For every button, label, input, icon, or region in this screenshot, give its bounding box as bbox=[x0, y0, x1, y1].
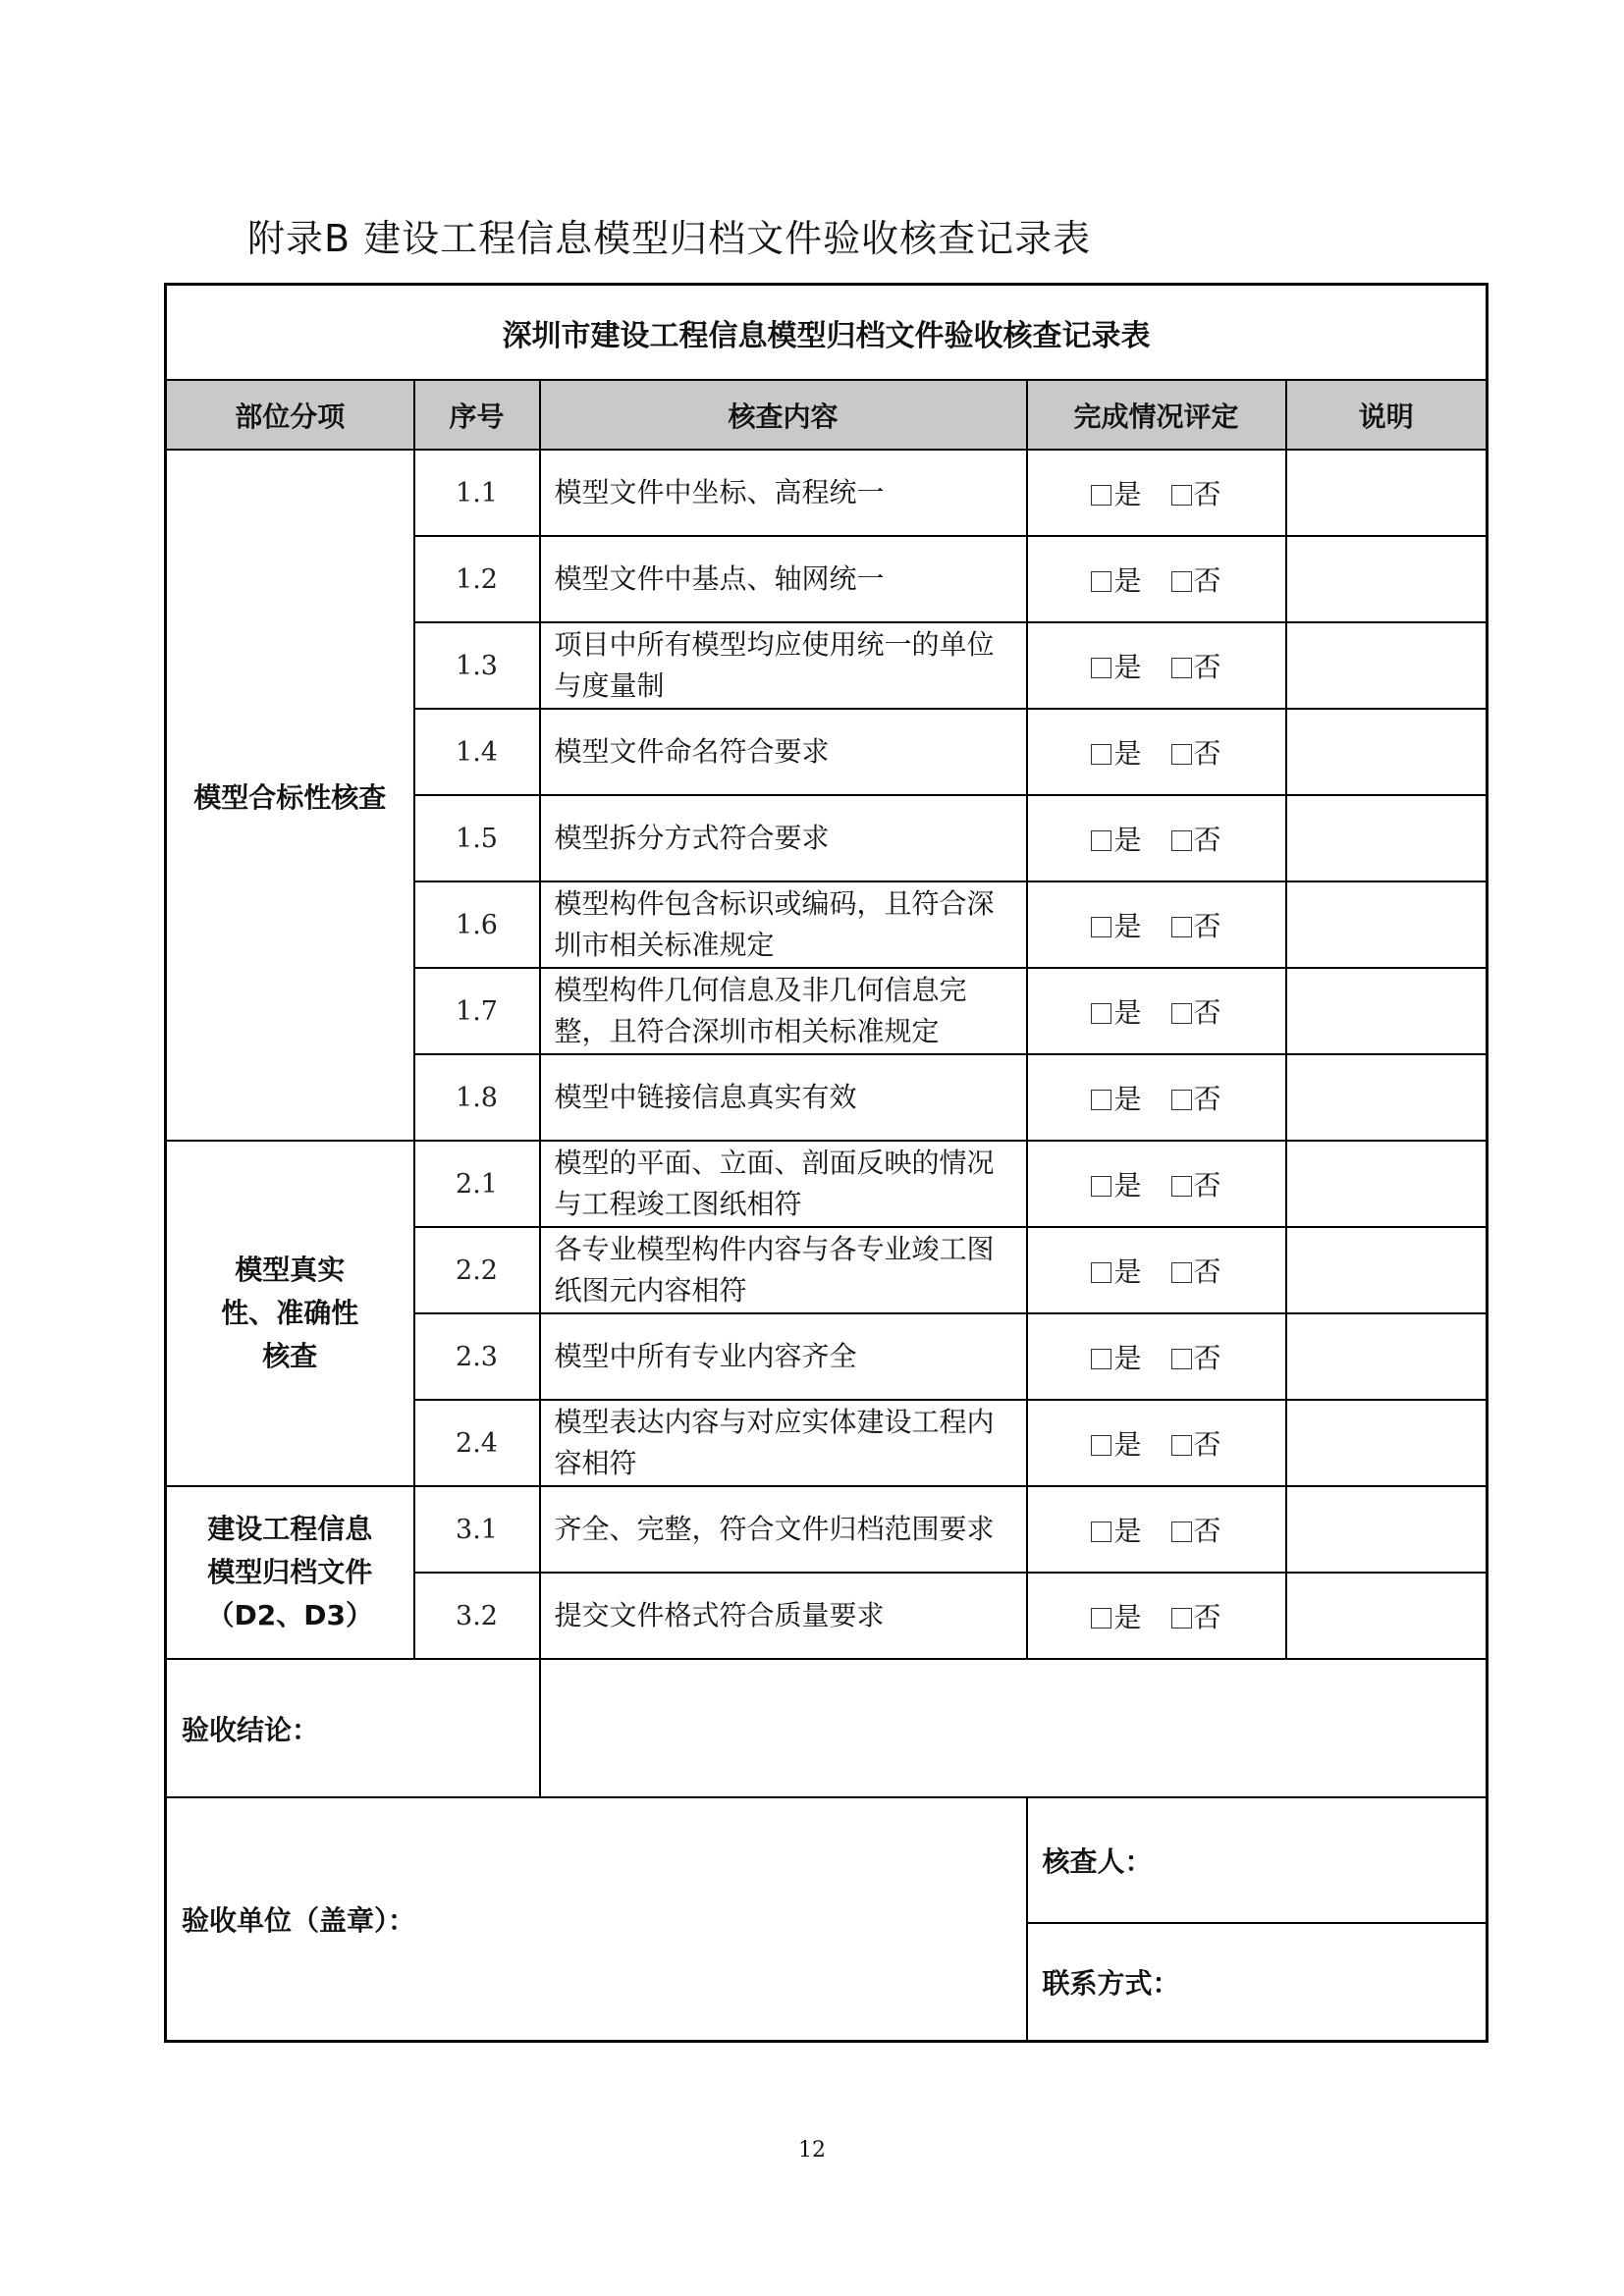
checkbox-icon bbox=[1171, 744, 1192, 765]
yes-label: 是 bbox=[1113, 1601, 1142, 1633]
yes-label: 是 bbox=[1113, 1428, 1142, 1461]
notes-cell[interactable] bbox=[1286, 1227, 1488, 1313]
no-label: 否 bbox=[1193, 1255, 1221, 1288]
no-label: 否 bbox=[1193, 1169, 1221, 1201]
notes-cell[interactable] bbox=[1286, 1141, 1488, 1227]
notes-cell[interactable] bbox=[1286, 622, 1488, 709]
item-number: 3.2 bbox=[414, 1573, 540, 1659]
yes-label: 是 bbox=[1113, 1515, 1142, 1547]
checkbox-icon bbox=[1171, 1522, 1192, 1542]
notes-cell[interactable] bbox=[1286, 881, 1488, 968]
checkbox-icon bbox=[1171, 1608, 1192, 1629]
reviewer-label: 核查人： bbox=[1027, 1797, 1488, 1923]
checkbox-icon bbox=[1171, 658, 1192, 678]
item-number: 1.5 bbox=[414, 795, 540, 881]
page-title: 附录B 建设工程信息模型归档文件验收核查记录表 bbox=[247, 217, 1092, 260]
completion-rating bbox=[1027, 1400, 1286, 1486]
notes-cell[interactable] bbox=[1286, 1486, 1488, 1573]
checkbox-icon bbox=[1091, 1522, 1111, 1542]
conclusion-row bbox=[166, 1659, 1488, 1797]
yes-label: 是 bbox=[1113, 651, 1142, 683]
no-checkbox[interactable] bbox=[1171, 560, 1221, 599]
item-content: 模型拆分方式符合要求 bbox=[540, 795, 1027, 881]
yes-checkbox[interactable] bbox=[1091, 732, 1141, 772]
column-header-rating: 完成情况评定 bbox=[1027, 380, 1286, 450]
notes-cell[interactable] bbox=[1286, 968, 1488, 1054]
no-checkbox[interactable] bbox=[1171, 473, 1221, 512]
checkbox-icon bbox=[1171, 917, 1192, 937]
no-checkbox[interactable] bbox=[1171, 1337, 1221, 1376]
yes-label: 是 bbox=[1113, 1169, 1142, 1201]
yes-label: 是 bbox=[1113, 1255, 1142, 1288]
checkbox-icon bbox=[1091, 571, 1111, 592]
yes-checkbox[interactable] bbox=[1091, 473, 1141, 512]
item-content: 模型表达内容与对应实体建设工程内容相符 bbox=[540, 1400, 1027, 1486]
checkbox-icon bbox=[1091, 1003, 1111, 1024]
item-number: 1.1 bbox=[414, 450, 540, 536]
checkbox-icon bbox=[1171, 1349, 1192, 1369]
no-label: 否 bbox=[1193, 1083, 1221, 1115]
contact-label: 联系方式： bbox=[1027, 1923, 1488, 2042]
yes-checkbox[interactable] bbox=[1091, 1078, 1141, 1117]
table-row bbox=[166, 1486, 1488, 1573]
item-content: 模型文件中坐标、高程统一 bbox=[540, 450, 1027, 536]
checkbox-icon bbox=[1171, 1090, 1192, 1110]
item-content: 模型构件包含标识或编码，且符合深圳市相关标准规定 bbox=[540, 881, 1027, 968]
completion-rating bbox=[1027, 536, 1286, 622]
no-checkbox[interactable] bbox=[1171, 1078, 1221, 1117]
checkbox-icon bbox=[1091, 917, 1111, 937]
notes-cell[interactable] bbox=[1286, 1313, 1488, 1400]
no-checkbox[interactable] bbox=[1171, 905, 1221, 944]
yes-label: 是 bbox=[1113, 564, 1142, 597]
item-content: 模型文件命名符合要求 bbox=[540, 709, 1027, 795]
no-checkbox[interactable] bbox=[1171, 1423, 1221, 1463]
item-number: 2.1 bbox=[414, 1141, 540, 1227]
item-number: 3.1 bbox=[414, 1486, 540, 1573]
no-checkbox[interactable] bbox=[1171, 646, 1221, 685]
yes-checkbox[interactable] bbox=[1091, 1337, 1141, 1376]
notes-cell[interactable] bbox=[1286, 795, 1488, 881]
no-label: 否 bbox=[1193, 651, 1221, 683]
checkbox-icon bbox=[1091, 830, 1111, 851]
yes-checkbox[interactable] bbox=[1091, 1596, 1141, 1635]
column-header-section: 部位分项 bbox=[166, 380, 414, 450]
item-content: 模型中所有专业内容齐全 bbox=[540, 1313, 1027, 1400]
yes-checkbox[interactable] bbox=[1091, 1164, 1141, 1203]
item-number: 2.4 bbox=[414, 1400, 540, 1486]
item-number: 2.2 bbox=[414, 1227, 540, 1313]
no-checkbox[interactable] bbox=[1171, 1510, 1221, 1549]
completion-rating bbox=[1027, 1313, 1286, 1400]
no-label: 否 bbox=[1193, 1342, 1221, 1374]
checkbox-icon bbox=[1171, 571, 1192, 592]
no-label: 否 bbox=[1193, 1428, 1221, 1461]
completion-rating bbox=[1027, 1141, 1286, 1227]
column-header-notes: 说明 bbox=[1286, 380, 1488, 450]
no-checkbox[interactable] bbox=[1171, 1251, 1221, 1290]
item-number: 1.6 bbox=[414, 881, 540, 968]
item-content: 模型构件几何信息及非几何信息完整，且符合深圳市相关标准规定 bbox=[540, 968, 1027, 1054]
column-header-number: 序号 bbox=[414, 380, 540, 450]
checkbox-icon bbox=[1091, 1090, 1111, 1110]
checkbox-icon bbox=[1171, 1003, 1192, 1024]
completion-rating bbox=[1027, 450, 1286, 536]
no-label: 否 bbox=[1193, 1515, 1221, 1547]
checkbox-icon bbox=[1171, 485, 1192, 506]
checkbox-icon bbox=[1171, 1176, 1192, 1197]
no-label: 否 bbox=[1193, 824, 1221, 856]
yes-checkbox[interactable] bbox=[1091, 819, 1141, 858]
completion-rating bbox=[1027, 709, 1286, 795]
no-checkbox[interactable] bbox=[1171, 991, 1221, 1031]
signoff-row bbox=[166, 1797, 1488, 1923]
notes-cell[interactable] bbox=[1286, 536, 1488, 622]
table-row bbox=[166, 1141, 1488, 1227]
conclusion-field[interactable] bbox=[540, 1659, 1488, 1797]
no-checkbox[interactable] bbox=[1171, 732, 1221, 772]
completion-rating bbox=[1027, 1486, 1286, 1573]
item-content: 项目中所有模型均应使用统一的单位与度量制 bbox=[540, 622, 1027, 709]
no-checkbox[interactable] bbox=[1171, 1164, 1221, 1203]
checkbox-icon bbox=[1171, 1435, 1192, 1456]
completion-rating bbox=[1027, 622, 1286, 709]
page-number: 12 bbox=[798, 2138, 826, 2163]
checkbox-icon bbox=[1091, 485, 1111, 506]
no-label: 否 bbox=[1193, 564, 1221, 597]
no-checkbox[interactable] bbox=[1171, 819, 1221, 858]
yes-label: 是 bbox=[1113, 996, 1142, 1029]
yes-label: 是 bbox=[1113, 478, 1142, 510]
acceptance-unit-label: 验收单位（盖章）： bbox=[166, 1797, 1027, 2042]
yes-checkbox[interactable] bbox=[1091, 905, 1141, 944]
yes-checkbox[interactable] bbox=[1091, 560, 1141, 599]
yes-checkbox[interactable] bbox=[1091, 1510, 1141, 1549]
no-label: 否 bbox=[1193, 996, 1221, 1029]
yes-label: 是 bbox=[1113, 824, 1142, 856]
no-label: 否 bbox=[1193, 737, 1221, 770]
completion-rating bbox=[1027, 1054, 1286, 1141]
no-checkbox[interactable] bbox=[1171, 1596, 1221, 1635]
yes-checkbox[interactable] bbox=[1091, 646, 1141, 685]
yes-checkbox[interactable] bbox=[1091, 1251, 1141, 1290]
yes-label: 是 bbox=[1113, 737, 1142, 770]
item-number: 1.7 bbox=[414, 968, 540, 1054]
notes-cell[interactable] bbox=[1286, 1400, 1488, 1486]
item-content: 齐全、完整，符合文件归档范围要求 bbox=[540, 1486, 1027, 1573]
checkbox-icon bbox=[1091, 1435, 1111, 1456]
yes-label: 是 bbox=[1113, 1083, 1142, 1115]
yes-checkbox[interactable] bbox=[1091, 1423, 1141, 1463]
checkbox-icon bbox=[1091, 658, 1111, 678]
checkbox-icon bbox=[1091, 744, 1111, 765]
notes-cell[interactable] bbox=[1286, 450, 1488, 536]
section-name: 建设工程信息模型归档文件（D2、D3） bbox=[166, 1486, 414, 1659]
checkbox-icon bbox=[1091, 1349, 1111, 1369]
item-number: 1.3 bbox=[414, 622, 540, 709]
yes-label: 是 bbox=[1113, 910, 1142, 942]
item-content: 模型中链接信息真实有效 bbox=[540, 1054, 1027, 1141]
table-header-row bbox=[166, 380, 1488, 450]
table-title: 深圳市建设工程信息模型归档文件验收核查记录表 bbox=[166, 285, 1488, 381]
notes-cell[interactable] bbox=[1286, 1054, 1488, 1141]
checkbox-icon bbox=[1091, 1262, 1111, 1283]
checkbox-icon bbox=[1171, 830, 1192, 851]
checkbox-icon bbox=[1091, 1176, 1111, 1197]
completion-rating bbox=[1027, 795, 1286, 881]
yes-label: 是 bbox=[1113, 1342, 1142, 1374]
conclusion-label: 验收结论： bbox=[166, 1659, 540, 1797]
no-label: 否 bbox=[1193, 910, 1221, 942]
item-number: 2.3 bbox=[414, 1313, 540, 1400]
notes-cell[interactable] bbox=[1286, 709, 1488, 795]
checkbox-icon bbox=[1091, 1608, 1111, 1629]
completion-rating bbox=[1027, 968, 1286, 1054]
item-content: 提交文件格式符合质量要求 bbox=[540, 1573, 1027, 1659]
checkbox-icon bbox=[1171, 1262, 1192, 1283]
table-row bbox=[166, 450, 1488, 536]
item-content: 模型的平面、立面、剖面反映的情况与工程竣工图纸相符 bbox=[540, 1141, 1027, 1227]
section-name: 模型合标性核查 bbox=[166, 450, 414, 1141]
item-content: 模型文件中基点、轴网统一 bbox=[540, 536, 1027, 622]
section-name: 模型真实性、准确性核查 bbox=[166, 1141, 414, 1486]
column-header-content: 核查内容 bbox=[540, 380, 1027, 450]
completion-rating bbox=[1027, 881, 1286, 968]
item-content: 各专业模型构件内容与各专业竣工图纸图元内容相符 bbox=[540, 1227, 1027, 1313]
yes-checkbox[interactable] bbox=[1091, 991, 1141, 1031]
no-label: 否 bbox=[1193, 1601, 1221, 1633]
item-number: 1.4 bbox=[414, 709, 540, 795]
notes-cell[interactable] bbox=[1286, 1573, 1488, 1659]
item-number: 1.2 bbox=[414, 536, 540, 622]
item-number: 1.8 bbox=[414, 1054, 540, 1141]
no-label: 否 bbox=[1193, 478, 1221, 510]
completion-rating bbox=[1027, 1573, 1286, 1659]
completion-rating bbox=[1027, 1227, 1286, 1313]
inspection-record-table bbox=[164, 283, 1489, 2043]
